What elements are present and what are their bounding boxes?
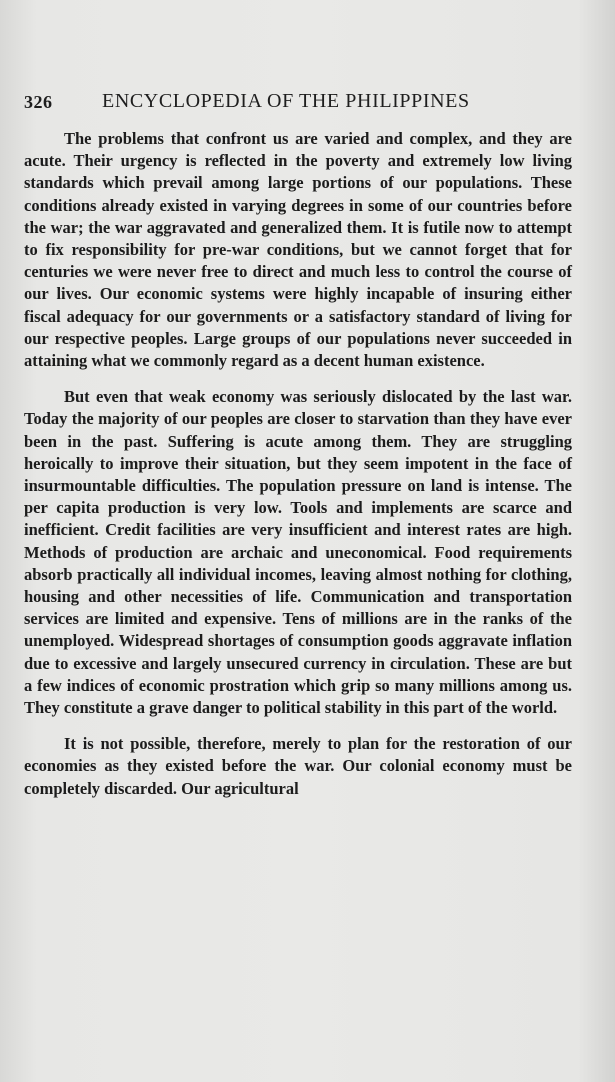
running-title: ENCYCLOPEDIA OF THE PHILIPPINES [102, 90, 470, 112]
page-header [24, 88, 584, 118]
page-number: 326 [24, 92, 53, 112]
body-text [24, 128, 572, 800]
paragraph-3: It is not possible, therefore, merely to plan for the restoration of our economies as they existed before the war. Our colonial economy must be completely discarded. Our agricultural [24, 734, 572, 798]
paragraph-1: The problems that confront us are varied and complex, and they are acute. Their urgency is reflected in the poverty and extremely low living standards which prevail among large portions of our populations. These conditions already existed in varying degrees in some of our countries before the war; the war aggravated and generalized them. It is futile now to attempt to fix responsibility for pre-war conditions, but we cannot forget that for centuries we were never free to direct and much less to control the course of our lives. Our economic systems were highly incapable of insuring either fiscal adequacy for our governments or a satisfactory standard of living for our respective peoples. Large groups of our populations never succeeded in attaining what we commonly regard as a decent human existence. [24, 129, 572, 371]
paragraph-2: But even that weak economy was seriously dislocated by the last war. Today the majority of our peoples are closer to starvation than they have ever been in the past. Suffering is acute among them. They are struggling heroically to improve their situation, but they seem impotent in the face of insurmountable difficulties. The population pressure on land is intense. The per capita production is very low. Tools and implements are scarce and inefficient. Credit facilities are very insufficient and interest rates are high. Methods of production are archaic and uneconomical. Food requirements absorb practically all individual incomes, leaving almost nothing for clothing, housing and other necessities of life. Communication and transportation services are limited and expensive. Tens of millions are in the ranks of the unemployed. Widespread shortages of consumption goods aggravate inflation due to excessive and largely unsecured currency in circulation. These are but a few indices of economic prostration which grip so many millions among us. They constitute a grave danger to political stability in this part of the world. [24, 387, 572, 718]
